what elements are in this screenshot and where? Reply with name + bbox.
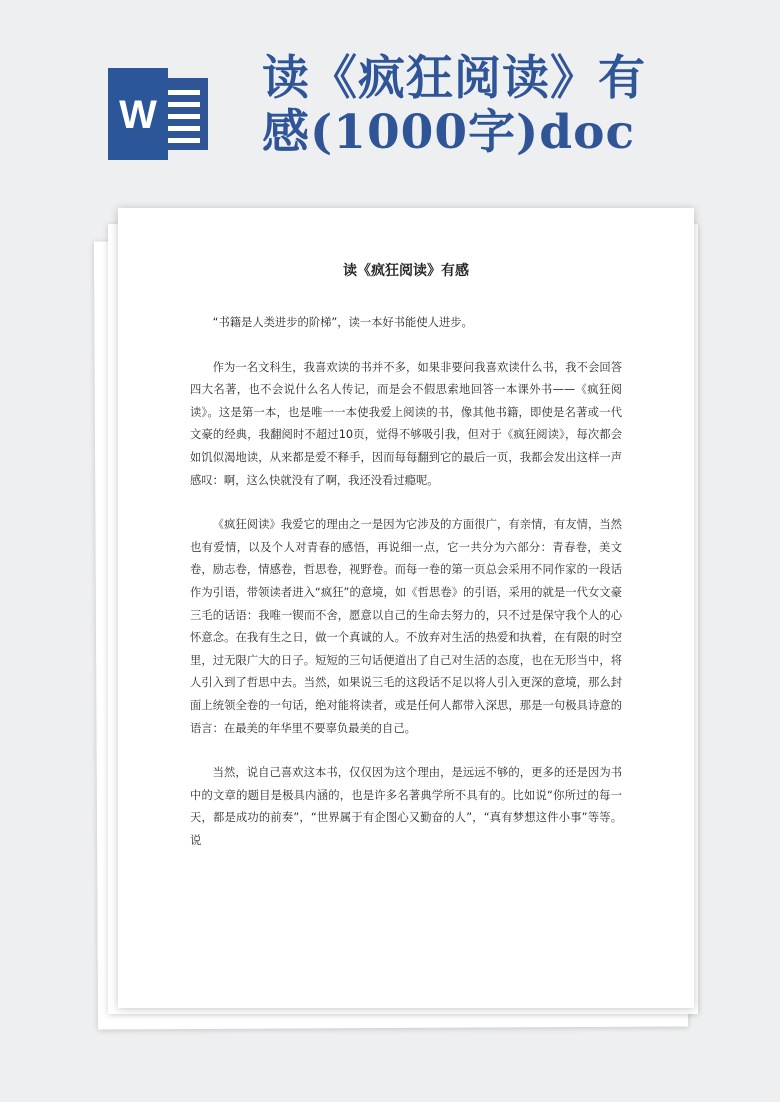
document-heading: [262, 52, 762, 160]
word-icon-letter: W: [119, 93, 157, 137]
paragraph-reasons: 《疯狂阅读》我爱它的理由之一是因为它涉及的方面很广，有亲情，有友情，当然也有爱情，以及个人对青春的感悟，再说细一点，它一共分为六部分：青春卷，美文卷，励志卷，情感卷，哲思卷，视野卷。而每一卷的第一页总会采用不同作家的一段话作为引语，带领读者进入“疯狂”的意境，如《哲思卷》的引语，采用的就是一代女文豪三毛的话语：我唯一锲而不舍，愿意以自己的生命去努力的，只不过是保守我个人的心怀意念。在我有生之日，做一个真诚的人。不放弃对生活的热爱和执着，在有限的时空里，过无限广大的日子。短短的三句话便道出了自己对生活的态度，也在无形当中，将人引入到了哲思中去。当然，如果说三毛的这段话不足以将人引入更深的意境，那么封面上统领全卷的一句话，绝对能将读者，或是任何人都带入深思，那是一句极具诗意的语言：在最美的年华里不要辜负最美的自己。: [190, 518, 622, 735]
page-title: 读《疯狂阅读》有感: [343, 263, 469, 279]
paragraph-quote: “书籍是人类进步的阶梯”，读一本好书能使人进步。: [212, 316, 473, 329]
heading-line-1: 读《疯狂阅读》有: [262, 51, 646, 106]
word-document-icon: [108, 68, 210, 160]
document-page: [118, 208, 694, 1008]
page-body: [190, 312, 622, 852]
paragraph-titles: 当然，说自己喜欢这本书，仅仅因为这个理由，是远远不够的，更多的还是因为书中的文章的题目是极具内涵的，也是许多名著典学所不具有的。比如说“你所过的每一天，都是成功的前奏”，“世界属于有企图心又勤奋的人”，“真有梦想这件小事”等等。说: [190, 766, 622, 847]
paragraph-intro: 作为一名文科生，我喜欢读的书并不多，如果非要问我喜欢读什么书，我不会回答四大名著，也不会说什么名人传记，而是会不假思索地回答一本课外书——《疯狂阅读》。这是第一本，也是唯一一本使我爱上阅读的书，像其他书籍，即使是名著或一代文豪的经典，我翻阅时不超过10页，觉得不够吸引我，但对于《疯狂阅读》，每次都会如饥似渴地读，从来都是爱不释手，因而每每翻到它的最后一页，我都会发出这样一声感叹：啊，这么快就没有了啊，我还没看过瘾呢。: [190, 360, 622, 487]
heading-line-2: 感(1000字)doc: [262, 105, 636, 160]
